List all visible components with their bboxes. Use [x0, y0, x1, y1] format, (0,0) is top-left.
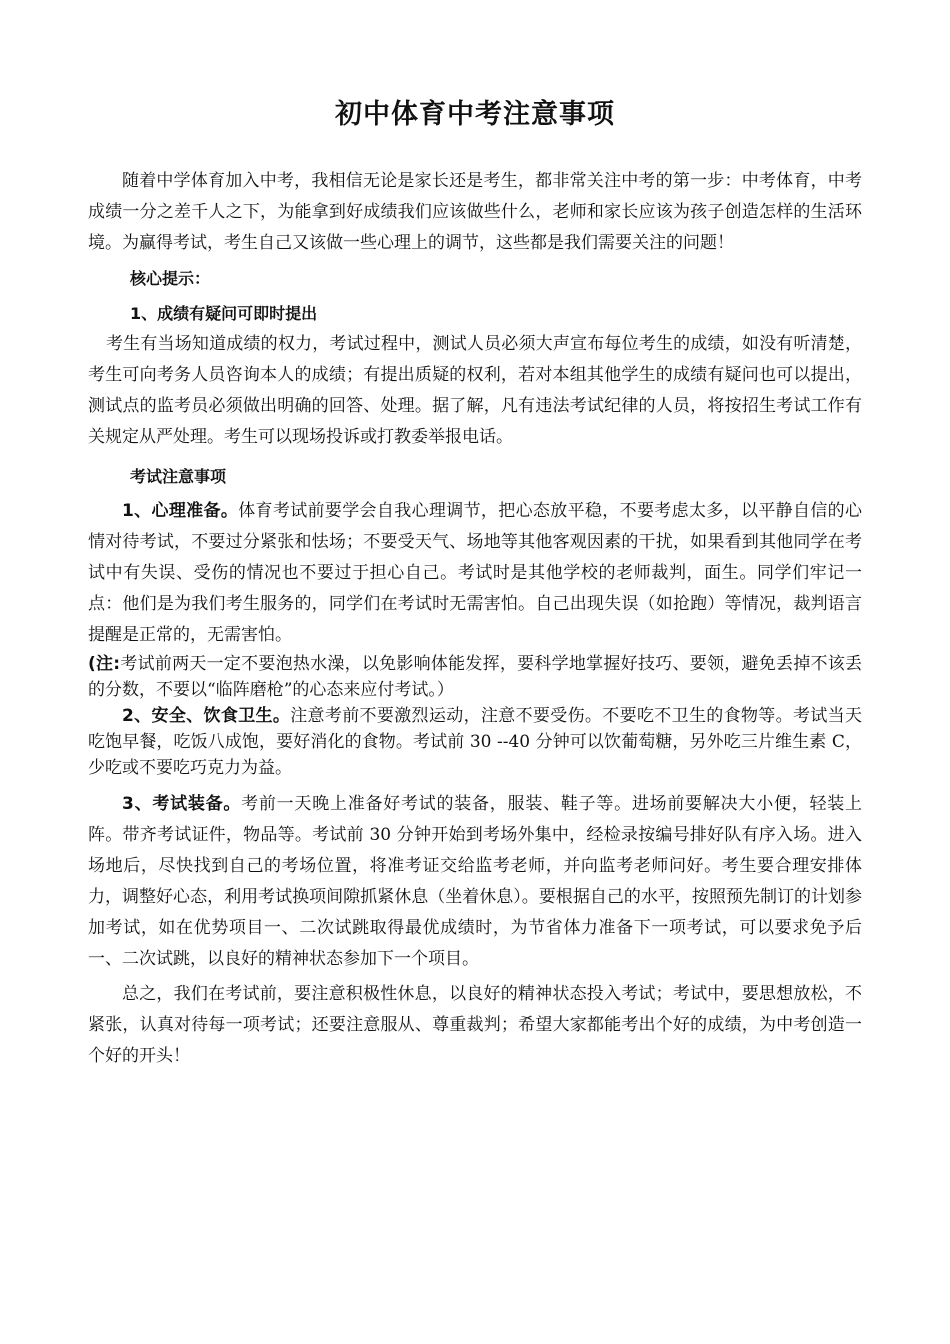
section3-text: 考前一天晚上准备好考试的装备，服装、鞋子等。进场前要解决大小便，轻装上阵。带齐考试证件，物品等。考试前 30 分钟开始到考场外集中，经检录按编号排好队有序入场。进入场地后，尽快找到自己的考场位置，将准考证交给监考老师，并向监考老师问好。考生要合理安排体力，调整好心态，利用考试换项间隙抓紧休息（坐着休息）。要根据自己的水平，按照预先制订的计划参加考试，如在优势项目一、二次试跳取得最优成绩时，为节省体力准备下一项考试，可以要求免予后一、二次试跳，以良好的精神状态参加下一个项目。	[88, 794, 862, 969]
section3-label: 3、考试装备。	[122, 794, 242, 814]
exam-notes-heading: 考试注意事项	[130, 467, 227, 486]
section1-label: 1、心理准备。	[122, 501, 239, 521]
note-paragraph	[88, 651, 862, 703]
page-title: 初中体育中考注意事项	[335, 99, 615, 130]
item1-paragraph: 考生有当场知道成绩的权力，考试过程中，测试人员必须大声宣布每位考生的成绩，如没有听清楚，考生可向考务人员咨询本人的成绩；有提出质疑的权利，若对本组其他学生的成绩有疑问也可以提出，测试点的监考员必须做出明确的回答、处理。据了解，凡有违法考试纪律的人员，将按招生考试工作有关规定从严处理。考生可以现场投诉或打教委举报电话。	[88, 334, 862, 447]
item1-heading: 1、成绩有疑问可即时提出	[130, 304, 318, 323]
section3-paragraph	[88, 789, 862, 975]
section2-label: 2、安全、饮食卫生。	[122, 706, 291, 726]
intro-paragraph: 随着中学体育加入中考，我相信无论是家长还是考生，都非常关注中考的第一步：中考体育，中考成绩一分之差千人之下，为能拿到好成绩我们应该做些什么，老师和家长应该为孩子创造怎样的生活环境。为赢得考试，考生自己又该做一些心理上的调节，这些都是我们需要关注的问题！	[88, 171, 862, 253]
document-body	[88, 166, 862, 1072]
section1-text: 体育考试前要学会自我心理调节，把心态放平稳，不要考虑太多，以平静自信的心情对待考试，不要过分紧张和怯场；不要受天气、场地等其他客观因素的干扰，如果看到其他同学在考试中有失误、受伤的情况也不要过于担心自己。考试时是其他学校的老师裁判，面生。同学们牢记一点：他们是为我们考生服务的，同学们在考试时无需害怕。自己出现失误（如抢跑）等情况，裁判语言提醒是正常的，无需害怕。	[88, 501, 862, 645]
section2-text: 注意考前不要激烈运动，注意不要受伤。不要吃不卫生的食物等。考试当天吃饱早餐，吃饭八成饱，要好消化的食物。考试前 30 --40 分钟可以饮葡萄糖，另外吃三片维生素 C，少吃或不要吃巧克力为益。	[88, 706, 862, 778]
note-label: (注:	[88, 654, 121, 674]
conclusion-paragraph: 总之，我们在考试前，要注意积极性休息，以良好的精神状态投入考试；考试中，要思想放松，不紧张，认真对待每一项考试；还要注意服从、尊重裁判；希望大家都能考出个好的成绩，为中考创造一个好的开头！	[88, 984, 862, 1066]
core-tips-heading: 核心提示：	[130, 269, 211, 288]
note-text: 考试前两天一定不要泡热水澡，以免影响体能发挥，要科学地掌握好技巧、要领，避免丢掉不该丢的分数，不要以“临阵磨枪”的心态来应付考试。）	[88, 654, 862, 700]
section1-paragraph	[88, 496, 862, 651]
section2-paragraph	[88, 703, 862, 781]
